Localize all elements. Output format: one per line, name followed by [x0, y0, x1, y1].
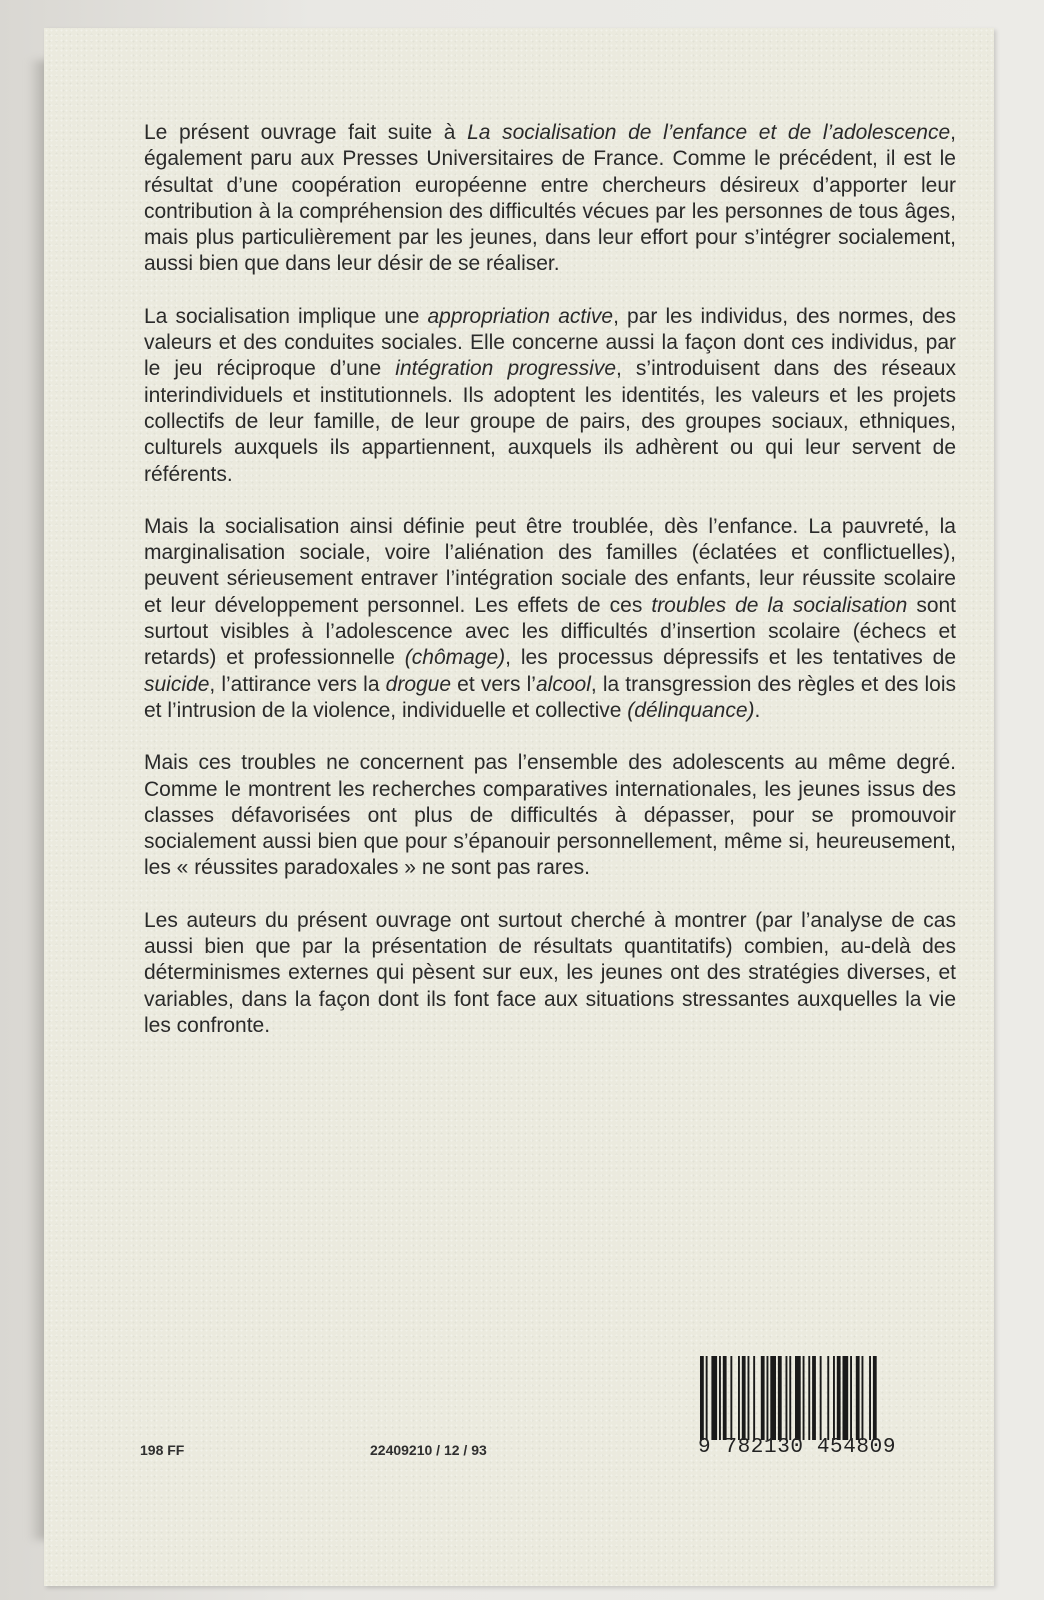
- text-run: Le présent ouvrage fait suite à: [144, 121, 468, 144]
- italic-text-run: intégration progressive: [395, 357, 616, 381]
- price-label: 198 FF: [140, 1442, 185, 1458]
- catalog-code: 22409210 / 12 / 93: [370, 1442, 487, 1458]
- barcode-bar: [767, 1356, 769, 1440]
- blurb-paragraph: [144, 304, 956, 488]
- text-run: et vers l’: [451, 672, 536, 696]
- barcode-bar: [742, 1356, 746, 1440]
- blurb-paragraph: [144, 750, 956, 881]
- barcode-bar: [789, 1356, 791, 1440]
- text-run: Les auteurs du présent ouvrage ont surtout cherché à montrer (par l’analyse de cas aussi bien que par la présentation de résultats quantitatifs) combien, au-delà des déterminismes externes qui pèsent sur eux, les jeunes ont des stratégies diverses, et variables, dans la façon dont ils font face aux situations stressantes auxquelles la vie les confronte.: [144, 908, 956, 1037]
- italic-text-run: drogue: [385, 672, 452, 696]
- italic-text-run: suicide: [144, 672, 210, 696]
- blurb-paragraph: [144, 120, 956, 278]
- italic-text-run: troubles de la socialisation: [651, 593, 908, 617]
- italic-text-run: La socialisation de l’enfance et de l’adolescence: [467, 121, 951, 144]
- barcode-bar: [778, 1356, 782, 1440]
- barcode-bar: [738, 1356, 740, 1440]
- text-run: Mais la socialisation ainsi définie peut être troublée, dès l’enfance. La pauvreté, la marginalisation sociale, voire l’aliénation des familles (éclatées et conflictuelles), peuvent sérieusement entraver l’intégration sociale des enfants, leur réussite scolaire et leur développement personnel. Les effets de ces: [144, 514, 956, 617]
- barcode-bar: [700, 1356, 704, 1440]
- barcode-bar: [850, 1356, 852, 1440]
- barcode-bar: [873, 1356, 877, 1440]
- text-run: .: [754, 698, 761, 722]
- italic-text-run: alcool: [535, 672, 591, 696]
- barcode-bar: [748, 1356, 750, 1440]
- barcode-bar: [711, 1356, 717, 1440]
- barcode-bar: [827, 1356, 829, 1440]
- italic-text-run: (chômage): [404, 646, 506, 670]
- barcode-bar: [753, 1356, 755, 1440]
- barcode-bars: [698, 1356, 920, 1440]
- italic-text-run: appropriation active: [427, 304, 614, 328]
- text-run: La socialisation implique une: [144, 304, 428, 328]
- barcode-bar: [856, 1356, 860, 1440]
- isbn-number: 9 782130 454809: [698, 1436, 897, 1459]
- barcode-bar: [795, 1356, 801, 1440]
- text-run: , la transgression des règles et des lois et l’intrusion de la violence, individuelle et collective: [144, 672, 956, 722]
- text-run: sont surtout visibles à l’adolescence avec les difficultés d’insertion scolaire (échecs et retards) et professionnelle: [144, 593, 957, 670]
- italic-text-run: (délinquance): [627, 698, 755, 722]
- barcode-bar: [723, 1356, 727, 1440]
- barcode-bar: [837, 1356, 841, 1440]
- text-run: Mais ces troubles ne concernent pas l’ensemble des adolescents au même degré. Comme le montrent les recherches comparatives internationales, les jeunes issus des classes défavorisées ont plus de difficultés à dépasser, pour se promouvoir socialement aussi bien que pour s’épanouir personnellement, même si, heureusement, les « réussites paradoxales » ne sont pas rares.: [144, 751, 956, 880]
- blurb-paragraph: [144, 908, 956, 1039]
- barcode-bar: [812, 1356, 816, 1440]
- text-run: , les processus dépressifs et les tentatives de: [505, 646, 956, 670]
- barcode-bar: [786, 1356, 788, 1440]
- text-run: , s’introduisent dans des réseaux interindividuels et institutionnels. Ils adoptent les identités, les valeurs et les projets collectifs de leur famille, de leur groupe de pairs, des groupes sociaux, ethniques, culturels auxquels ils appartiennent, auxquels ils adhèrent ou qui leur servent de référents.: [144, 357, 956, 486]
- barcode-bar: [719, 1356, 721, 1440]
- blurb-paragraph: [144, 514, 956, 724]
- barcode-bar: [770, 1356, 776, 1440]
- barcode-bar: [833, 1356, 835, 1440]
- barcode-bar: [761, 1356, 765, 1440]
- barcode-bar: [862, 1356, 864, 1440]
- barcode-bar: [820, 1356, 822, 1440]
- text-run: , l’attirance vers la: [209, 672, 386, 696]
- barcode-bar: [803, 1356, 805, 1440]
- barcode-bar: [706, 1356, 708, 1440]
- book-back-cover: [44, 28, 994, 1586]
- barcode-bar: [808, 1356, 810, 1440]
- barcode-bar: [869, 1356, 871, 1440]
- text-run: , par les individus, des normes, des valeurs et des conduites sociales. Elle concerne aussi la façon dont ces individus, par le jeu réciproque d’une: [144, 304, 956, 381]
- barcode-bar: [843, 1356, 849, 1440]
- blurb-text: [144, 120, 956, 1065]
- barcode-bar: [730, 1356, 732, 1440]
- text-run: , également paru aux Presses Universitaires de France. Comme le précédent, il est le résultat d’une coopération européenne entre chercheurs désireux d’apporter leur contribution à la compréhension des difficultés vécues par les personnes de tous âges, mais plus particulièrement par les jeunes, dans leur effort pour s’intégrer socialement, aussi bien que dans leur désir de se réaliser.: [144, 121, 956, 276]
